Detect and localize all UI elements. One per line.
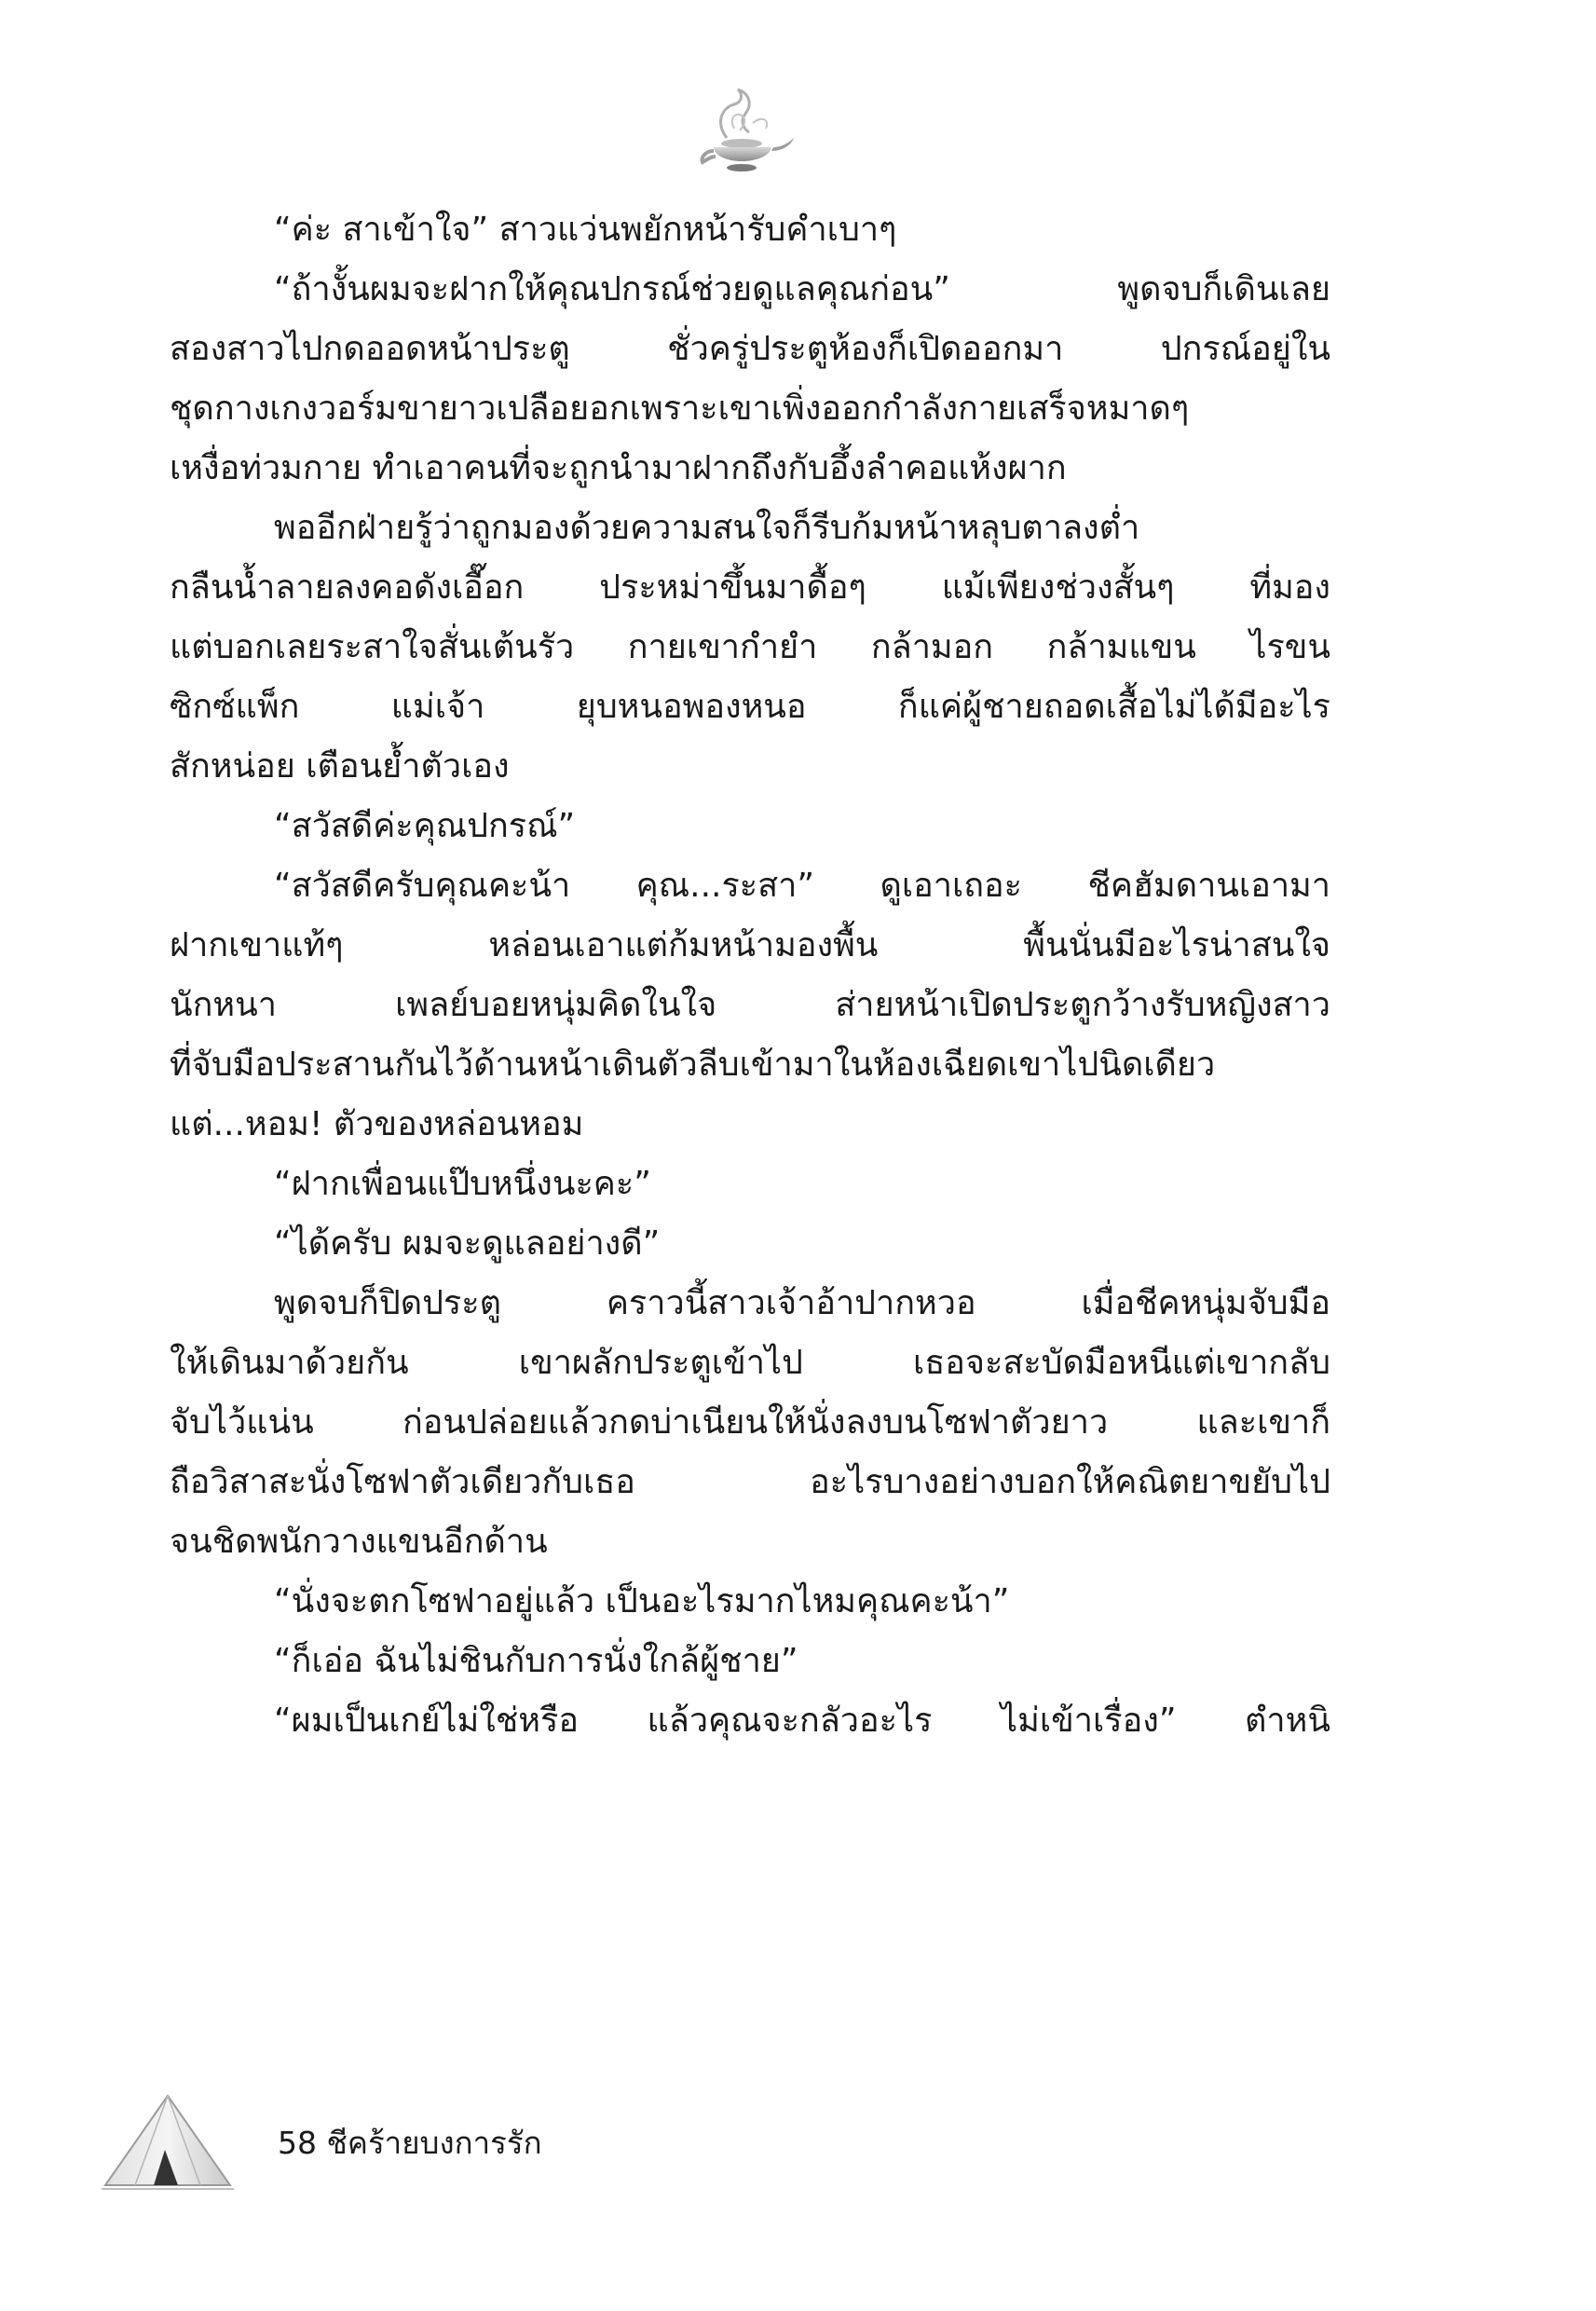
text-line: ซิกซ์แพ็ก แม่เจ้า ยุบหนอพองหนอ ก็แค่ผู้ชายถอดเสื้อไม่ได้มีอะไร: [170, 688, 1330, 726]
text-line: “ถ้างั้นผมจะฝากให้คุณปกรณ์ช่วยดูแลคุณก่อน” พูดจบก็เดินเลย: [274, 270, 1330, 308]
text-line: สองสาวไปกดออดหน้าประตู ชั่วครู่ประตูห้องก็เปิดออกมา ปกรณ์อยู่ใน: [170, 330, 1330, 368]
text-line: “นั่งจะตกโซฟาอยู่แล้ว เป็นอะไรมากไหมคุณคะน้า”: [274, 1582, 1010, 1620]
text-line: ถือวิสาสะนั่งโซฟาตัวเดียวกับเธอ อะไรบางอย่างบอกให้คณิตยาขยับไป: [170, 1463, 1330, 1501]
text-line: ให้เดินมาด้วยกัน เขาผลักประตูเข้าไป เธอจะสะบัดมือหนีแต่เขากลับ: [170, 1344, 1330, 1382]
text-line: กลืนน้ำลายลงคอดังเอื๊อก ประหม่าขึ้นมาดื้อๆ แม้เพียงช่วงสั้นๆ ที่มอง: [170, 568, 1330, 607]
text-line: “ผมเป็นเกย์ไม่ใช่หรือ แล้วคุณจะกลัวอะไร ไม่เข้าเรื่อง” ตำหนิ: [274, 1702, 1330, 1740]
text-line: แต่...หอม! ตัวของหล่อนหอม: [170, 1105, 584, 1143]
text-line: “ฝากเพื่อนแป๊บหนึ่งนะคะ”: [274, 1165, 651, 1203]
text-line: ฝากเขาแท้ๆ หล่อนเอาแต่ก้มหน้ามองพื้น พื้นนั่นมีอะไรน่าสนใจ: [170, 926, 1330, 964]
text-line: พออีกฝ่ายรู้ว่าถูกมองด้วยความสนใจก็รีบก้มหน้าหลุบตาลงต่ำ: [274, 509, 1140, 547]
text-line: “ก็เอ่อ ฉันไม่ชินกับการนั่งใกล้ผู้ชาย”: [274, 1642, 798, 1680]
lamp-ornament-icon: [688, 86, 799, 179]
tent-ornament-icon: [98, 2092, 238, 2195]
text-line: เหงื่อท่วมกาย ทำเอาคนที่จะถูกนำมาฝากถึงกับอึ้งลำคอแห้งผาก: [170, 449, 1067, 487]
text-line: สักหน่อย เตือนย้ำตัวเอง: [170, 747, 510, 786]
text-line: ที่จับมือประสานกันไว้ด้านหน้าเดินตัวลีบเข้ามาในห้องเฉียดเขาไปนิดเดียว: [170, 1046, 1216, 1084]
text-line: ชุดกางเกงวอร์มขายาวเปลือยอกเพราะเขาเพิ่งออกกำลังกายเสร็จหมาดๆ: [170, 390, 1190, 428]
text-line: “สวัสดีค่ะคุณปกรณ์”: [274, 807, 576, 845]
text-line: จนชิดพนักวางแขนอีกด้าน: [170, 1523, 548, 1561]
body-text: [170, 200, 1330, 2073]
text-line: “สวัสดีครับคุณคะน้า คุณ...ระสา” ดูเอาเถอะ ชีคฮัมดานเอามา: [274, 867, 1330, 905]
text-line: จับไว้แน่น ก่อนปล่อยแล้วกดบ่าเนียนให้นั่งลงบนโซฟาตัวยาว และเขาก็: [170, 1403, 1330, 1442]
text-line: นักหนา เพลย์บอยหนุ่มคิดในใจ ส่ายหน้าเปิดประตูกว้างรับหญิงสาว: [170, 986, 1330, 1024]
page-footer: 58 ชีคร้ายบงการรัก: [278, 2125, 542, 2161]
text-line: “ค่ะ สาเข้าใจ” สาวแว่นพยักหน้ารับคำเบาๆ: [274, 211, 897, 249]
text-line: พูดจบก็ปิดประตู คราวนี้สาวเจ้าอ้าปากหวอ เมื่อชีคหนุ่มจับมือ: [274, 1284, 1330, 1322]
text-line: แต่บอกเลยระสาใจสั่นเต้นรัว กายเขากำยำ กล้ามอก กล้ามแขน ไรขน: [170, 628, 1330, 666]
text-line: “ได้ครับ ผมจะดูแลอย่างดี”: [274, 1224, 661, 1263]
